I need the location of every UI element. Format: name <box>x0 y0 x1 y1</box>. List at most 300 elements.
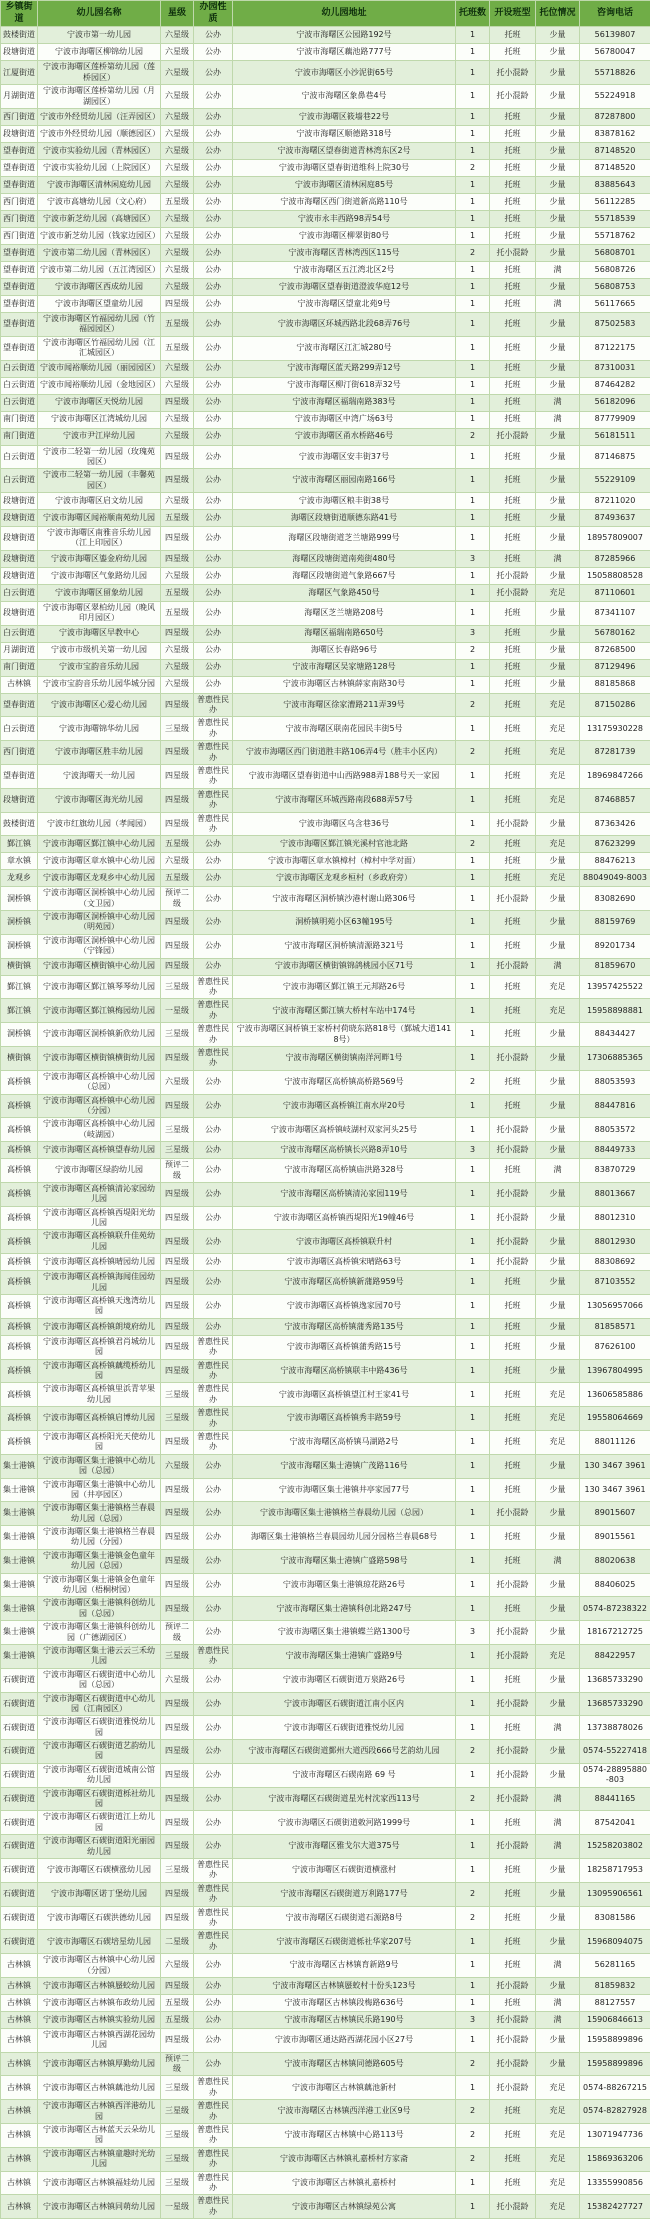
availability-cell: 充足 <box>536 870 580 887</box>
star-cell: 四星级 <box>161 625 194 642</box>
phone-cell: 56112285 <box>580 193 650 210</box>
phone-cell: 87310031 <box>580 360 650 377</box>
phone-cell: 87122175 <box>580 336 650 360</box>
classes-cell: 1 <box>456 1811 490 1835</box>
name-cell: 宁波市二轻第一幼儿园（玫瑰苑园区） <box>38 445 161 469</box>
availability-cell: 少量 <box>536 887 580 911</box>
availability-cell: 少量 <box>536 1142 580 1159</box>
phone-cell: 15058808528 <box>580 567 650 584</box>
table-row <box>1 887 650 911</box>
phone-cell: 56139807 <box>580 27 650 44</box>
phone-cell: 55229109 <box>580 469 650 493</box>
star-cell: 四星级 <box>161 911 194 935</box>
township-cell: 石碶街道 <box>1 1906 38 1930</box>
type-cell: 普惠性民办 <box>194 1859 233 1883</box>
phone-cell: 15958899896 <box>580 2028 650 2052</box>
address-cell: 宁波市海曙区青林湾西区115号 <box>233 244 456 261</box>
phone-cell: 130 3467 3961 <box>580 1478 650 1502</box>
star-cell: 四星级 <box>161 1977 194 1994</box>
class-type-cell: 托班 <box>490 1930 536 1954</box>
classes-cell: 1 <box>456 261 490 278</box>
class-type-cell: 托班 <box>490 1954 536 1978</box>
class-type-cell: 托班 <box>490 278 536 295</box>
name-cell: 宁波市海曙区集士港镇金色童年幼儿园（梧桐树园） <box>38 1573 161 1597</box>
name-cell: 宁波市海曙区高桥镇清沁家园幼儿园 <box>38 1182 161 1206</box>
star-cell: 三星级 <box>161 717 194 741</box>
star-cell: 四星级 <box>161 1692 194 1716</box>
class-type-cell: 托小混龄 <box>490 1787 536 1811</box>
availability-cell: 满 <box>536 1159 580 1183</box>
name-cell: 宁波市宝韵音乐幼儿园华城分园 <box>38 676 161 693</box>
class-type-cell: 托班 <box>490 336 536 360</box>
township-cell: 鄞江镇 <box>1 836 38 853</box>
township-cell: 古林镇 <box>1 1954 38 1978</box>
table-row <box>1 1621 650 1645</box>
classes-cell: 1 <box>456 1318 490 1335</box>
type-cell: 公办 <box>194 887 233 911</box>
table-row <box>1 870 650 887</box>
name-cell: 宁波市新芝幼儿园（钱家边园区） <box>38 227 161 244</box>
address-cell: 宁波市海曙区石碶南路 69 号 <box>233 1763 456 1787</box>
classes-cell: 1 <box>456 469 490 493</box>
address-cell: 海曙区段塘街道芝兰塘路999号 <box>233 527 456 551</box>
name-cell: 宁波市海曙区高桥镇中心幼儿园（分园） <box>38 1094 161 1118</box>
classes-cell: 2 <box>456 1882 490 1906</box>
star-cell: 四星级 <box>161 1716 194 1740</box>
phone-cell: 87150286 <box>580 693 650 717</box>
address-cell: 宁波市海曙区雅戈尔大道375号 <box>233 1835 456 1859</box>
type-cell: 公办 <box>194 125 233 142</box>
name-cell: 宁波市海曙区鄞江镇琴琴幼儿园 <box>38 975 161 999</box>
address-cell: 宁波市海曙区柳汀街618弄32号 <box>233 377 456 394</box>
table-row <box>1 2052 650 2076</box>
name-cell: 宁波市海曙区章水镇中心幼儿园 <box>38 853 161 870</box>
township-cell: 南门街道 <box>1 411 38 428</box>
phone-cell: 83870729 <box>580 1159 650 1183</box>
township-cell: 洞桥镇 <box>1 934 38 958</box>
type-cell: 普惠性民办 <box>194 1906 233 1930</box>
classes-cell: 1 <box>456 493 490 510</box>
table-row <box>1 227 650 244</box>
name-cell: 宁波市海曙区集士港镇格兰春晨幼儿园（总园） <box>38 1502 161 1526</box>
type-cell: 公办 <box>194 1254 233 1271</box>
class-type-cell: 托班 <box>490 975 536 999</box>
township-cell: 古林镇 <box>1 1994 38 2011</box>
class-type-cell: 托班 <box>490 142 536 159</box>
table-row <box>1 934 650 958</box>
classes-cell: 2 <box>456 1787 490 1811</box>
class-type-cell: 托班 <box>490 999 536 1023</box>
classes-cell: 1 <box>456 377 490 394</box>
township-cell: 鼓楼街道 <box>1 812 38 836</box>
township-cell: 高桥镇 <box>1 1430 38 1454</box>
township-cell: 古林镇 <box>1 676 38 693</box>
table-row <box>1 1182 650 1206</box>
table-row <box>1 1954 650 1978</box>
type-cell: 公办 <box>194 1549 233 1573</box>
table-row <box>1 2124 650 2148</box>
class-type-cell: 托班 <box>490 1430 536 1454</box>
classes-cell: 1 <box>456 176 490 193</box>
availability-cell: 满 <box>536 1549 580 1573</box>
availability-cell: 少量 <box>536 1023 580 1047</box>
type-cell: 公办 <box>194 1716 233 1740</box>
name-cell: 宁波市海曙区气象路幼儿园 <box>38 567 161 584</box>
star-cell: 六星级 <box>161 428 194 445</box>
type-cell: 公办 <box>194 1740 233 1764</box>
class-type-cell: 托班 <box>490 2171 536 2195</box>
address-cell: 宁波市海曙区联南花园民丰街5号 <box>233 717 456 741</box>
class-type-cell: 托小混龄 <box>490 2028 536 2052</box>
star-cell: 四星级 <box>161 1811 194 1835</box>
table-row <box>1 176 650 193</box>
address-cell: 宁波市海曙区章水镇樟村（樟村中学对面） <box>233 853 456 870</box>
phone-cell: 83081586 <box>580 1906 650 1930</box>
township-cell: 横街镇 <box>1 958 38 975</box>
availability-cell: 充足 <box>536 2171 580 2195</box>
name-cell: 宁波市外经贸幼儿园（顺德园区） <box>38 125 161 142</box>
phone-cell: 55718762 <box>580 227 650 244</box>
classes-cell: 1 <box>456 2171 490 2195</box>
township-cell: 月湖街道 <box>1 642 38 659</box>
classes-cell: 2 <box>456 1906 490 1930</box>
classes-cell: 1 <box>456 1118 490 1142</box>
star-cell: 四星级 <box>161 1094 194 1118</box>
phone-cell: 88422957 <box>580 1644 650 1668</box>
address-cell: 海曙区段塘街道顺德东路41号 <box>233 510 456 527</box>
type-cell: 公办 <box>194 853 233 870</box>
class-type-cell: 托班 <box>490 1811 536 1835</box>
address-cell: 宁波市海曙区鄞江镇王元邦路26号 <box>233 975 456 999</box>
table-row <box>1 44 650 61</box>
phone-cell: 88053572 <box>580 1118 650 1142</box>
township-cell: 古林镇 <box>1 2076 38 2100</box>
classes-cell: 2 <box>456 1070 490 1094</box>
address-cell: 宁波市海曙区丽园南路166号 <box>233 469 456 493</box>
availability-cell: 满 <box>536 1811 580 1835</box>
type-cell: 公办 <box>194 1954 233 1978</box>
classes-cell: 1 <box>456 1930 490 1954</box>
name-cell: 宁波市海曙区石碶街道艺韵幼儿园 <box>38 1740 161 1764</box>
phone-cell: 13685733290 <box>580 1692 650 1716</box>
type-cell: 公办 <box>194 61 233 85</box>
availability-cell: 少量 <box>536 1271 580 1295</box>
star-cell: 预评二级 <box>161 1159 194 1183</box>
type-cell: 公办 <box>194 1692 233 1716</box>
name-cell: 宁波市海曙区古林镇福娃幼儿园 <box>38 2171 161 2195</box>
table-row <box>1 1859 650 1883</box>
classes-cell: 1 <box>456 295 490 312</box>
township-cell: 古林镇 <box>1 2052 38 2076</box>
availability-cell: 少量 <box>536 1318 580 1335</box>
township-cell: 章水镇 <box>1 853 38 870</box>
table-row <box>1 601 650 625</box>
classes-cell: 1 <box>456 1023 490 1047</box>
class-type-cell: 托班 <box>490 411 536 428</box>
township-cell: 西门街道 <box>1 741 38 765</box>
star-cell: 四星级 <box>161 1787 194 1811</box>
table-row <box>1 764 650 788</box>
name-cell: 宁波市海曙区集士港镇金色童年幼儿园（总园） <box>38 1549 161 1573</box>
table-row <box>1 125 650 142</box>
availability-cell: 少量 <box>536 278 580 295</box>
class-type-cell: 托小混龄 <box>490 1740 536 1764</box>
table-row <box>1 1407 650 1431</box>
type-cell: 公办 <box>194 2052 233 2076</box>
star-cell: 六星级 <box>161 27 194 44</box>
star-cell: 六星级 <box>161 210 194 227</box>
phone-cell: 88159769 <box>580 911 650 935</box>
phone-cell: 0574-87238322 <box>580 1597 650 1621</box>
class-type-cell: 托班 <box>490 210 536 227</box>
class-type-cell: 托班 <box>490 1159 536 1183</box>
classes-cell: 1 <box>456 958 490 975</box>
table-row <box>1 693 650 717</box>
classes-cell: 1 <box>456 27 490 44</box>
class-type-cell: 托班 <box>490 527 536 551</box>
table-row <box>1 261 650 278</box>
classes-cell: 1 <box>456 911 490 935</box>
table-row <box>1 1271 650 1295</box>
table-row <box>1 911 650 935</box>
star-cell: 三星级 <box>161 2147 194 2171</box>
class-type-cell: 托班 <box>490 934 536 958</box>
class-type-cell: 托班 <box>490 741 536 765</box>
township-cell: 白云街道 <box>1 377 38 394</box>
table-row <box>1 527 650 551</box>
classes-cell: 1 <box>456 812 490 836</box>
address-cell: 海曙区集士港镇格兰春晨园幼儿园分园格兰春晨68号 <box>233 1526 456 1550</box>
class-type-cell: 托班 <box>490 788 536 812</box>
phone-cell: 88013667 <box>580 1182 650 1206</box>
address-cell: 宁波市海曙区集士港镇蝶兰路1300号 <box>233 1621 456 1645</box>
class-type-cell: 托班 <box>490 1526 536 1550</box>
type-cell: 公办 <box>194 469 233 493</box>
township-cell: 望春街道 <box>1 176 38 193</box>
classes-cell: 1 <box>456 1668 490 1692</box>
type-cell: 公办 <box>194 2011 233 2028</box>
class-type-cell: 托班 <box>490 2100 536 2124</box>
column-header-township: 乡镇街道 <box>1 1 38 27</box>
address-cell: 宁波市海曙区古林镇西洋港工业区9号 <box>233 2100 456 2124</box>
type-cell: 公办 <box>194 1526 233 1550</box>
name-cell: 宁波市海曙区古林镇同萌幼儿园 <box>38 2195 161 2219</box>
township-cell: 古林镇 <box>1 2124 38 2148</box>
availability-cell: 满 <box>536 261 580 278</box>
address-cell: 宁波市海曙区中湾广场63号 <box>233 411 456 428</box>
phone-cell: 81858571 <box>580 1318 650 1335</box>
phone-cell: 88434427 <box>580 1023 650 1047</box>
township-cell: 望春街道 <box>1 764 38 788</box>
township-cell: 高桥镇 <box>1 1159 38 1183</box>
name-cell: 宁波市海曙区竹福园幼儿园（竹福园园区） <box>38 312 161 336</box>
class-type-cell: 托班 <box>490 625 536 642</box>
address-cell: 海曙区芝兰塘路208号 <box>233 601 456 625</box>
phone-cell: 87148520 <box>580 142 650 159</box>
availability-cell: 充足 <box>536 2195 580 2219</box>
table-row <box>1 1023 650 1047</box>
classes-cell: 1 <box>456 85 490 109</box>
classes-cell: 2 <box>456 428 490 445</box>
table-row <box>1 2100 650 2124</box>
availability-cell: 少量 <box>536 336 580 360</box>
type-cell: 公办 <box>194 2028 233 2052</box>
table-row <box>1 1573 650 1597</box>
table-row <box>1 377 650 394</box>
classes-cell: 1 <box>456 567 490 584</box>
availability-cell: 少量 <box>536 227 580 244</box>
availability-cell: 满 <box>536 295 580 312</box>
classes-cell: 1 <box>456 1716 490 1740</box>
classes-cell: 2 <box>456 2100 490 2124</box>
availability-cell: 少量 <box>536 244 580 261</box>
type-cell: 公办 <box>194 527 233 551</box>
classes-cell: 3 <box>456 625 490 642</box>
class-type-cell: 托班 <box>490 125 536 142</box>
township-cell: 石碶街道 <box>1 1811 38 1835</box>
phone-cell: 87626100 <box>580 1335 650 1359</box>
type-cell: 普惠性民办 <box>194 1023 233 1047</box>
township-cell: 集士港镇 <box>1 1597 38 1621</box>
township-cell: 江厦街道 <box>1 61 38 85</box>
phone-cell: 89201734 <box>580 934 650 958</box>
type-cell: 普惠性民办 <box>194 2171 233 2195</box>
star-cell: 五星级 <box>161 870 194 887</box>
phone-cell: 83885643 <box>580 176 650 193</box>
star-cell: 六星级 <box>161 853 194 870</box>
star-cell: 四星级 <box>161 1478 194 1502</box>
phone-cell: 87281739 <box>580 741 650 765</box>
address-cell: 宁波市海曙区乌含巷36号 <box>233 812 456 836</box>
township-cell: 段塘街道 <box>1 510 38 527</box>
table-row <box>1 836 650 853</box>
phone-cell: 18969847266 <box>580 764 650 788</box>
availability-cell: 少量 <box>536 125 580 142</box>
availability-cell: 少量 <box>536 1882 580 1906</box>
township-cell: 高桥镇 <box>1 1271 38 1295</box>
name-cell: 宁波市海曙区石碶街道中心幼儿园（江南园区） <box>38 1692 161 1716</box>
class-type-cell: 托班 <box>490 108 536 125</box>
classes-cell: 1 <box>456 445 490 469</box>
township-cell: 高桥镇 <box>1 1383 38 1407</box>
township-cell: 月湖街道 <box>1 85 38 109</box>
classes-cell: 2 <box>456 693 490 717</box>
type-cell: 普惠性民办 <box>194 1047 233 1071</box>
classes-cell: 1 <box>456 1692 490 1716</box>
availability-cell: 充足 <box>536 764 580 788</box>
classes-cell: 3 <box>456 1621 490 1645</box>
address-cell: 海曙区段塘街道气象路667号 <box>233 567 456 584</box>
class-type-cell: 托班 <box>490 360 536 377</box>
table-row <box>1 411 650 428</box>
name-cell: 宁波市海曙区西成幼儿园 <box>38 278 161 295</box>
phone-cell: 0574-88267215 <box>580 2076 650 2100</box>
township-cell: 高桥镇 <box>1 1118 38 1142</box>
availability-cell: 充足 <box>536 836 580 853</box>
type-cell: 公办 <box>194 1454 233 1478</box>
table-row <box>1 295 650 312</box>
class-type-cell: 托小混龄 <box>490 1206 536 1230</box>
name-cell: 宁波市海曙区海光幼儿园 <box>38 788 161 812</box>
star-cell: 三星级 <box>161 2124 194 2148</box>
table-row <box>1 1787 650 1811</box>
township-cell: 段塘街道 <box>1 567 38 584</box>
name-cell: 宁波市海曙区古林镇厚勤幼儿园 <box>38 2052 161 2076</box>
class-type-cell: 托班 <box>490 642 536 659</box>
phone-cell: 15968094075 <box>580 1930 650 1954</box>
township-cell: 望春街道 <box>1 261 38 278</box>
availability-cell: 少量 <box>536 1692 580 1716</box>
township-cell: 白云街道 <box>1 394 38 411</box>
township-cell: 集士港镇 <box>1 1502 38 1526</box>
township-cell: 白云街道 <box>1 717 38 741</box>
star-cell: 四星级 <box>161 469 194 493</box>
column-header-class-type: 开设班型 <box>490 1 536 27</box>
availability-cell: 少量 <box>536 1859 580 1883</box>
phone-cell: 56808753 <box>580 278 650 295</box>
availability-cell: 少量 <box>536 193 580 210</box>
type-cell: 公办 <box>194 394 233 411</box>
availability-cell: 少量 <box>536 1621 580 1645</box>
phone-cell: 0574-55227418 <box>580 1740 650 1764</box>
availability-cell: 少量 <box>536 108 580 125</box>
column-header-availability: 托位情况 <box>536 1 580 27</box>
township-cell: 古林镇 <box>1 2011 38 2028</box>
class-type-cell: 托班 <box>490 1407 536 1431</box>
name-cell: 宁波市海曙区诺丁堡幼儿园 <box>38 1882 161 1906</box>
name-cell: 宁波市海曙区柳锦幼儿园 <box>38 44 161 61</box>
availability-cell: 少量 <box>536 510 580 527</box>
table-row <box>1 676 650 693</box>
classes-cell: 1 <box>456 1954 490 1978</box>
classes-cell: 1 <box>456 411 490 428</box>
availability-cell: 满 <box>536 1994 580 2011</box>
class-type-cell: 托班 <box>490 1070 536 1094</box>
availability-cell: 满 <box>536 1835 580 1859</box>
township-cell: 古林镇 <box>1 2195 38 2219</box>
classes-cell: 1 <box>456 2076 490 2100</box>
township-cell: 洞桥镇 <box>1 1023 38 1047</box>
address-cell: 宁波市永丰西路98弄54号 <box>233 210 456 227</box>
type-cell: 公办 <box>194 1668 233 1692</box>
availability-cell: 少量 <box>536 1118 580 1142</box>
phone-cell: 13967804995 <box>580 1359 650 1383</box>
classes-cell: 1 <box>456 887 490 911</box>
table-row <box>1 2171 650 2195</box>
name-cell: 宁波市海曙区古林镇藕池幼儿园 <box>38 2076 161 2100</box>
address-cell: 宁波市海曙区高桥镇逸家园70号 <box>233 1295 456 1319</box>
name-cell: 宁波市二轻第一幼儿园（丰馨苑园区） <box>38 469 161 493</box>
table-row <box>1 2076 650 2100</box>
name-cell: 宁波市海曙区竹福园幼儿园（江汇城园区） <box>38 336 161 360</box>
phone-cell: 88185868 <box>580 676 650 693</box>
star-cell: 六星级 <box>161 1954 194 1978</box>
name-cell: 宁波市海曙区心爱心幼儿园 <box>38 693 161 717</box>
phone-cell: 55718826 <box>580 61 650 85</box>
star-cell: 五星级 <box>161 336 194 360</box>
table-row <box>1 1318 650 1335</box>
name-cell: 宁波市海曙区洞桥镇中心幼儿园（宁锋园） <box>38 934 161 958</box>
township-cell: 石碶街道 <box>1 1716 38 1740</box>
availability-cell: 少量 <box>536 85 580 109</box>
type-cell: 普惠性民办 <box>194 975 233 999</box>
type-cell: 公办 <box>194 934 233 958</box>
type-cell: 公办 <box>194 836 233 853</box>
township-cell: 集士港镇 <box>1 1621 38 1645</box>
star-cell: 四星级 <box>161 741 194 765</box>
name-cell: 宁波市海曙区石碶街道中心幼儿园（总园） <box>38 1668 161 1692</box>
table-row <box>1 510 650 527</box>
